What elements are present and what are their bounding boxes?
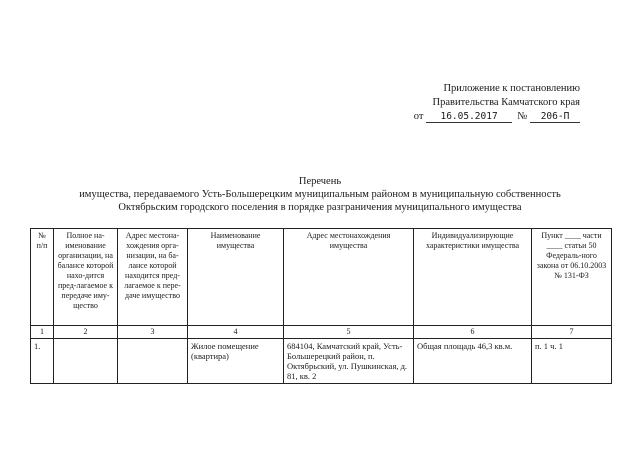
column-number: 3	[118, 326, 188, 339]
header-org: Полное на-именование организации, на балансе которой нахо-дится пред-лагаемое к передаче иму-щество	[54, 229, 118, 326]
row-characteristics: Общая площадь 46,3 кв.м.	[414, 339, 532, 384]
column-number: 6	[414, 326, 532, 339]
title-line-3: Октябрьским городского поселения в порядке разграничения муниципального имущества	[118, 202, 522, 213]
row-property-address: 684104, Камчатский край, Усть-Большерецкий район, п. Октябрьский, ул. Пушкинская, д. 81, кв. 2	[284, 339, 414, 384]
appendix-number: 206-П	[530, 111, 580, 123]
appendix-date-line	[414, 110, 580, 124]
appendix-line-1: Приложение к постановлению	[443, 83, 580, 94]
appendix-block	[414, 82, 580, 124]
property-table	[30, 228, 612, 384]
table-header-row	[31, 229, 612, 326]
column-number: 7	[532, 326, 612, 339]
header-law-point: Пункт ____ части ____ статьи 50 Федераль-ного закона от 06.10.2003 № 131-ФЗ	[532, 229, 612, 326]
header-characteristics: Индивидуализирующие характеристики имущества	[414, 229, 532, 326]
row-num: 1.	[31, 339, 54, 384]
title-line-1: Перечень	[298, 176, 342, 187]
appendix-date: 16.05.2017	[426, 111, 512, 123]
header-property-name: Наименование имущества	[188, 229, 284, 326]
title-line-2: имущества, передаваемого Усть-Большерецким муниципальным районом в муниципальную собственность	[79, 189, 561, 200]
column-number: 1	[31, 326, 54, 339]
document-title	[0, 175, 640, 214]
column-number: 4	[188, 326, 284, 339]
header-org-address: Адрес местона-хождения орга-низации, на ба-лансе которой находится пред-лагаемое к пере-даче имущество	[118, 229, 188, 326]
appendix-from-label: от	[413, 111, 424, 122]
row-org-address	[118, 339, 188, 384]
column-number: 2	[54, 326, 118, 339]
header-num: № п/п	[31, 229, 54, 326]
table-row	[31, 339, 612, 384]
appendix-number-label: №	[517, 111, 528, 122]
row-org	[54, 339, 118, 384]
header-property-address: Адрес местонахождения имущества	[284, 229, 414, 326]
row-law-point: п. 1 ч. 1	[532, 339, 612, 384]
column-number-row	[31, 326, 612, 339]
row-property-name: Жилое помещение (квартира)	[188, 339, 284, 384]
column-number: 5	[284, 326, 414, 339]
appendix-line-2: Правительства Камчатского края	[432, 97, 580, 108]
